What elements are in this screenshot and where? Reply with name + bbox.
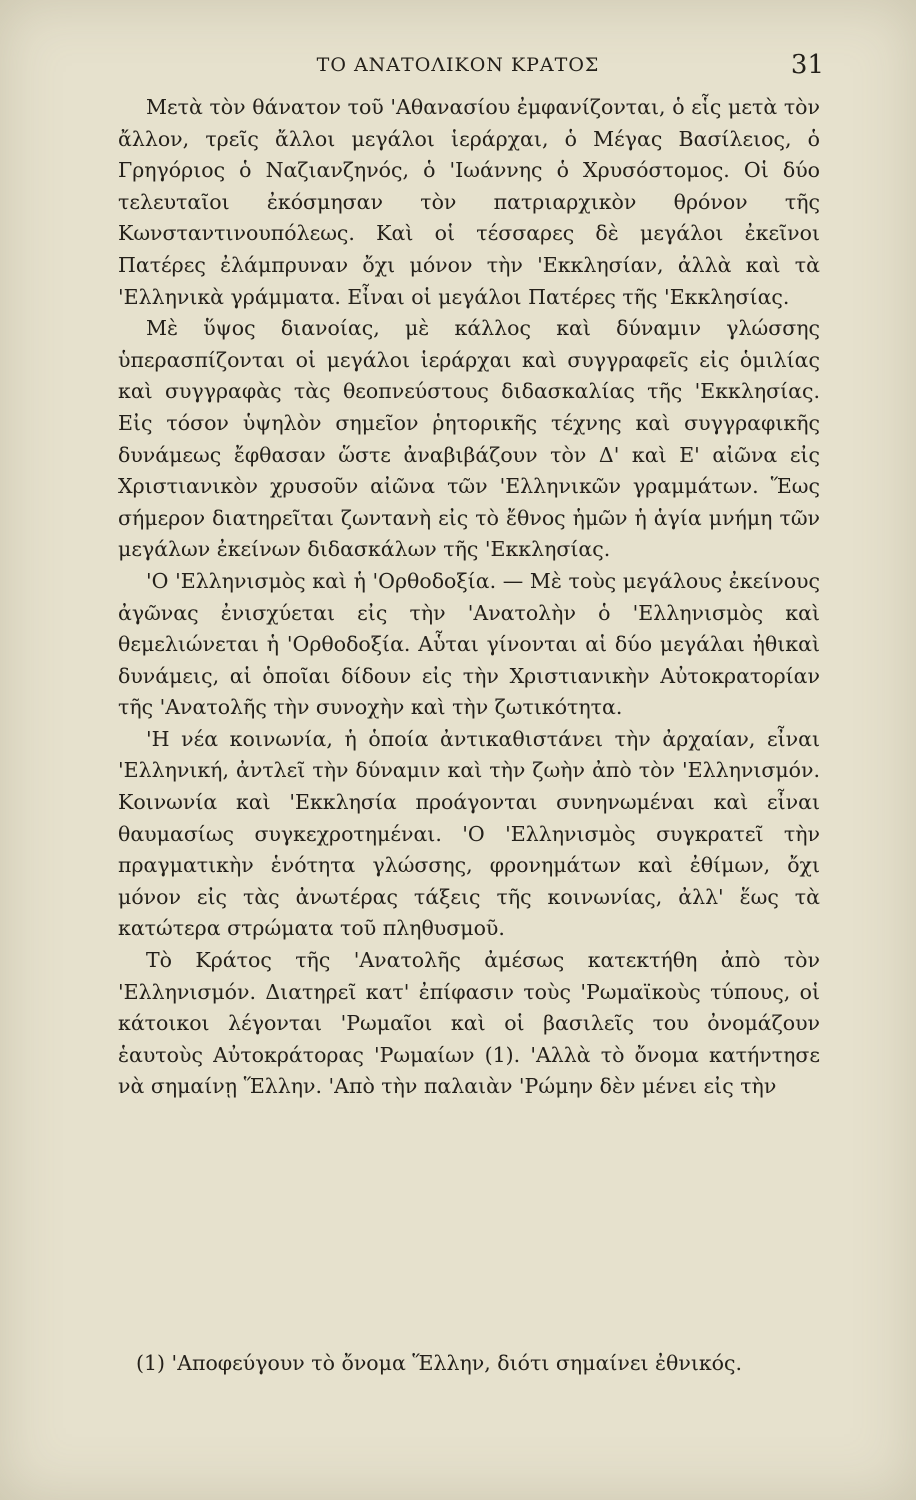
paragraph-3: 'Ο 'Ελληνισμὸς καὶ ἡ 'Ορθοδοξία. — Μὲ τοὺς μεγάλους ἐκείνους ἀγῶνας ἐνισχύεται εἰς τὴν 'Ανατολὴν ὁ 'Ελληνισμὸς καὶ θεμελιώνεται ἡ 'Ορθοδοξία. Αὗται γίνονται αἱ δύο μεγάλαι ἠθικαὶ δυνάμεις, αἱ ὁποῖαι δίδουν εἰς τὴν Χριστιανικὴν Αὐτοκρατορίαν τῆς 'Ανατολῆς τὴν συνοχὴν καὶ τὴν ζωτικότητα.: [118, 568, 820, 720]
paragraph-1: Μετὰ τὸν θάνατον τοῦ 'Αθανασίου ἐμφανίζονται, ὁ εἷς μετὰ τὸν ἄλλον, τρεῖς ἄλλοι μεγάλοι ἱεράρχαι, ὁ Μέγας Βασίλειος, ὁ Γρηγόριος ὁ Ναζιανζηνός, ὁ 'Ιωάννης ὁ Χρυσόστομος. Οἱ δύο τελευταῖοι ἐκόσμησαν τὸν πατριαρχικὸν θρόνον τῆς Κωνσταντινουπόλεως. Καὶ οἱ τέσσαρες δὲ μεγάλοι ἐκεῖνοι Πατέρες ἐλάμπρυναν ὄχι μόνον τὴν 'Εκκλησίαν, ἀλλὰ καὶ τὰ 'Ελληνικὰ γράμματα. Εἶναι οἱ μεγάλοι Πατέρες τῆς 'Εκκλησίας.: [118, 95, 820, 309]
paragraph-2: Μὲ ὕψος διανοίας, μὲ κάλλος καὶ δύναμιν γλώσσης ὑπερασπίζονται οἱ μεγάλοι ἱεράρχαι καὶ συγγραφεῖς εἰς ὁμιλίας καὶ συγγραφὰς τὰς θεοπνεύστους διδασκαλίας τῆς 'Εκκλησίας. Εἰς τόσον ὑψηλὸν σημεῖον ῥητορικῆς τέχνης καὶ συγγραφικῆς δυνάμεως ἔφθασαν ὥστε ἀναβιβάζουν τὸν Δ' καὶ Ε' αἰῶνα εἰς Χριστιανικὸν χρυσοῦν αἰῶνα τῶν 'Ελληνικῶν γραμμάτων. Ἕως σήμερον διατηρεῖται ζωντανὴ εἰς τὸ ἔθνος ἡμῶν ἡ ἁγία μνήμη τῶν μεγάλων ἐκείνων διδασκάλων τῆς 'Εκκλησίας.: [118, 316, 820, 562]
paragraph-4: 'Η νέα κοινωνία, ἡ ὁποία ἀντικαθιστάνει τὴν ἀρχαίαν, εἶναι 'Ελληνική, ἀντλεῖ τὴν δύναμιν καὶ τὴν ζωὴν ἀπὸ τὸν 'Ελληνισμόν. Κοινωνία καὶ 'Εκκλησία προάγονται συνηνωμέναι καὶ εἶναι θαυμασίως συγκεχροτημέναι. 'Ο 'Ελληνισμὸς συγκρατεῖ τὴν πραγματικὴν ἑνότητα γλώσσης, φρονημάτων καὶ ἐθίμων, ὄχι μόνον εἰς τὰς ἀνωτέρας τάξεις τῆς κοινωνίας, ἀλλ' ἕως τὰ κατώτερα στρώματα τοῦ πληθυσμοῦ.: [118, 726, 820, 941]
paragraph-5: Τὸ Κράτος τῆς 'Ανατολῆς ἀμέσως κατεκτήθη ἀπὸ τὸν 'Ελληνισμόν. Διατηρεῖ κατ' ἐπίφασιν τοὺς 'Ρωμαϊκοὺς τύπους, οἱ κάτοικοι λέγονται 'Ρωμαῖοι καὶ οἱ βασιλεῖς του ὀνομάζουν ἑαυτοὺς Αὐτοκράτορας 'Ρωμαίων (1). 'Αλλὰ τὸ ὄνομα κατήντησε νὰ σημαίνῃ Ἕλλην. 'Απὸ τὴν παλαιὰν 'Ρώμην δὲν μένει εἰς τὴν: [118, 948, 820, 1099]
running-head: [0, 50, 916, 84]
footnote: (1) 'Απoφεύγουν τὸ ὄνομα Ἕλλην, διότι σημαίνει ἐθνικός.: [136, 1351, 743, 1375]
body-text: [118, 92, 820, 1103]
running-title: ΤΟ ΑΝΑΤΟΛΙΚΟΝ ΚΡΑΤΟΣ: [316, 54, 600, 76]
footnote-separator: [118, 1316, 820, 1317]
page-number: 31: [790, 50, 824, 80]
